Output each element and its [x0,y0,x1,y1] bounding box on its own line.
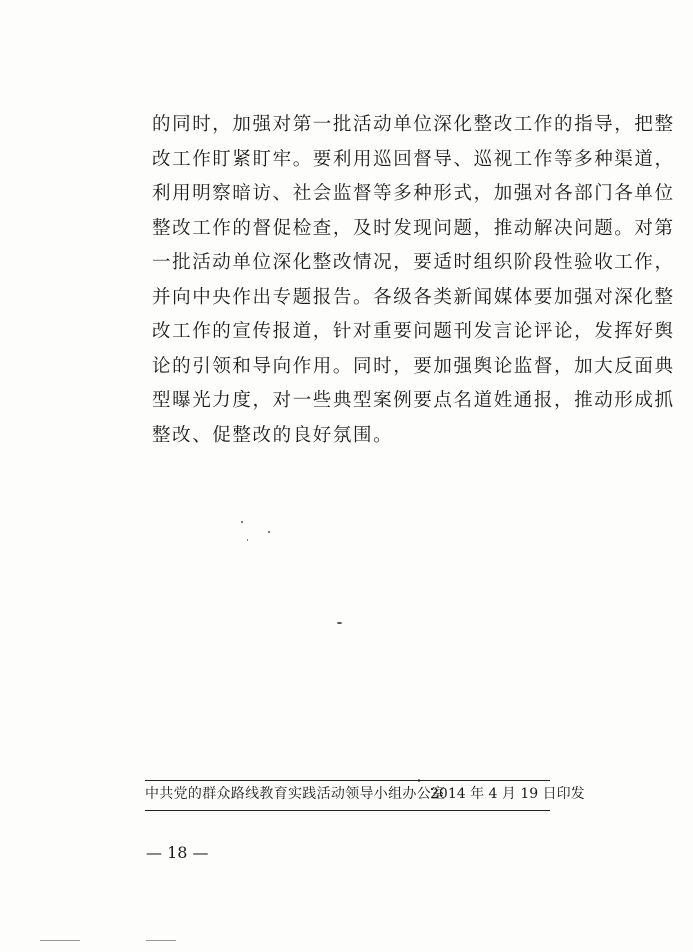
scan-speck [337,622,342,624]
body-line: 改工作的宣传报道，针对重要问题刊发言论评论，发挥好舆 [152,321,675,342]
footer-bottom-rule [145,810,550,811]
body-line: 并向中央作出专题报告。各级各类新闻媒体要加强对深化整 [152,286,675,308]
scan-speck [247,539,248,541]
body-line: 论的引领和导向作用。同时，要加强舆论监督，加大反面典 [152,355,675,377]
body-line: 利用明察暗访、社会监督等多种形式，加强对各部门各单位 [152,183,675,204]
body-line: 一批活动单位深化整改情况，要适时组织阶段性验收工作， [152,252,675,273]
body-line-last: 整改、促整改的良好氛围。 [152,424,394,446]
print-date: 2014 年 4 月 19 日印发 [430,786,585,802]
scan-mark [40,940,80,941]
scan-speck [241,521,243,523]
scan-mark [146,940,176,941]
issuer-name: 中共党的群众路线教育实践活动领导小组办公室 [145,786,446,802]
page-number: — 18 — [146,843,209,862]
body-line: 整改工作的督促检查，及时发现问题，推动解决问题。对第 [152,217,675,239]
body-line: 型曝光力度，对一些典型案例要点名道姓通报，推动形成抓 [152,390,675,411]
footer-top-rule [145,780,550,781]
body-text [152,108,675,453]
scan-speck [268,531,270,533]
body-line: 改工作盯紧盯牢。要利用巡回督导、巡视工作等多种渠道， [152,148,675,170]
body-line: 的同时，加强对第一批活动单位深化整改工作的指导，把整 [152,114,675,135]
